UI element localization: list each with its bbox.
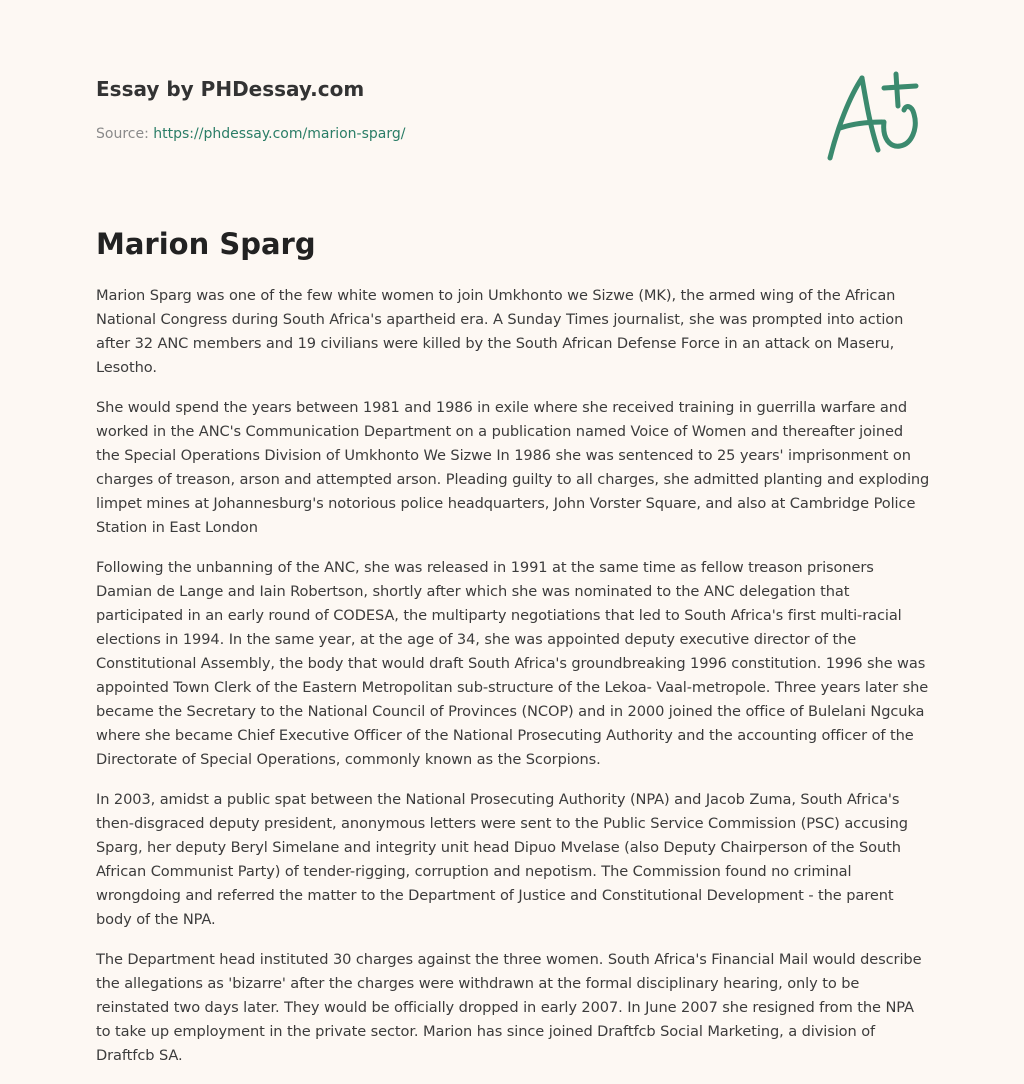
article-paragraph: In 2003, amidst a public spat between the National Prosecuting Authority (NPA) and Jacob Zuma, South Africa's then-disgraced deputy president, anonymous letters were sent to the Public Service Commission (PSC) accusing Sparg, her deputy Beryl Simelane and integrity unit head Dipuo Mvelase (also Deputy Chairperson of the South African Communist Party) of tender-rigging, corruption and nepotism. The Commission found no criminal wrongdoing and referred the matter to the Department of Justice and Constitutional Development - the parent body of the NPA. [96,791,908,928]
source-link[interactable]: https://phdessay.com/marion-sparg/ [153,126,406,142]
page-header [96,74,796,144]
article-paragraph: Marion Sparg was one of the few white women to join Umkhonto we Sizwe (MK), the armed wing of the African National Congress during South Africa's apartheid era. A Sunday Times journalist, she was prompted into action after 32 ANC members and 19 civilians were killed by the South African Defense Force in an attack on Maseru, Lesotho. [96,287,904,376]
article-body [96,284,930,1084]
site-brand: Essay by PHDessay.com [96,77,365,101]
a-plus-grade-icon [820,66,930,166]
article-paragraph: The Department head instituted 30 charges against the three women. South Africa's Financial Mail would describe the allegations as 'bizarre' after the charges were withdrawn at the formal disciplinary hearing, only to be reinstated two days later. They would be officially dropped in early 2007. In June 2007 she resigned from the NPA to take up employment in the private sector. Marion has since joined Draftfcb Social Marketing, a division of Draftfcb SA. [96,951,922,1064]
page-title: Marion Sparg [96,227,316,261]
article-paragraph: Following the unbanning of the ANC, she was released in 1991 at the same time as fellow treason prisoners Damian de Lange and Iain Robertson, shortly after which she was nominated to the ANC delegation that participated in an early round of CODESA, the multiparty negotiations that led to South Africa's first multi-racial elections in 1994. In the same year, at the age of 34, she was appointed deputy executive director of the Constitutional Assembly, the body that would draft South Africa's groundbreaking 1996 constitution. 1996 she was appointed Town Clerk of the Eastern Metropolitan sub-structure of the Lekoa- Vaal-metropole. Three years later she became the Secretary to the National Council of Provinces (NCOP) and in 2000 joined the office of Bulelani Ngcuka where she became Chief Executive Officer of the National Prosecuting Authority and the accounting officer of the Directorate of Special Operations, commonly known as the Scorpions. [96,559,929,768]
source-label: Source: [96,126,149,142]
source-line [96,124,796,144]
article-paragraph: She would spend the years between 1981 and 1986 in exile where she received training in guerrilla warfare and worked in the ANC's Communication Department on a publication named Voice of Women and thereafter joined the Special Operations Division of Umkhonto We Sizwe In 1986 she was sentenced to 25 years' imprisonment on charges of treason, arson and attempted arson. Pleading guilty to all charges, she admitted planting and exploding limpet mines at Johannesburg's notorious police headquarters, John Vorster Square, and also at Cambridge Police Station in East London [96,399,930,536]
